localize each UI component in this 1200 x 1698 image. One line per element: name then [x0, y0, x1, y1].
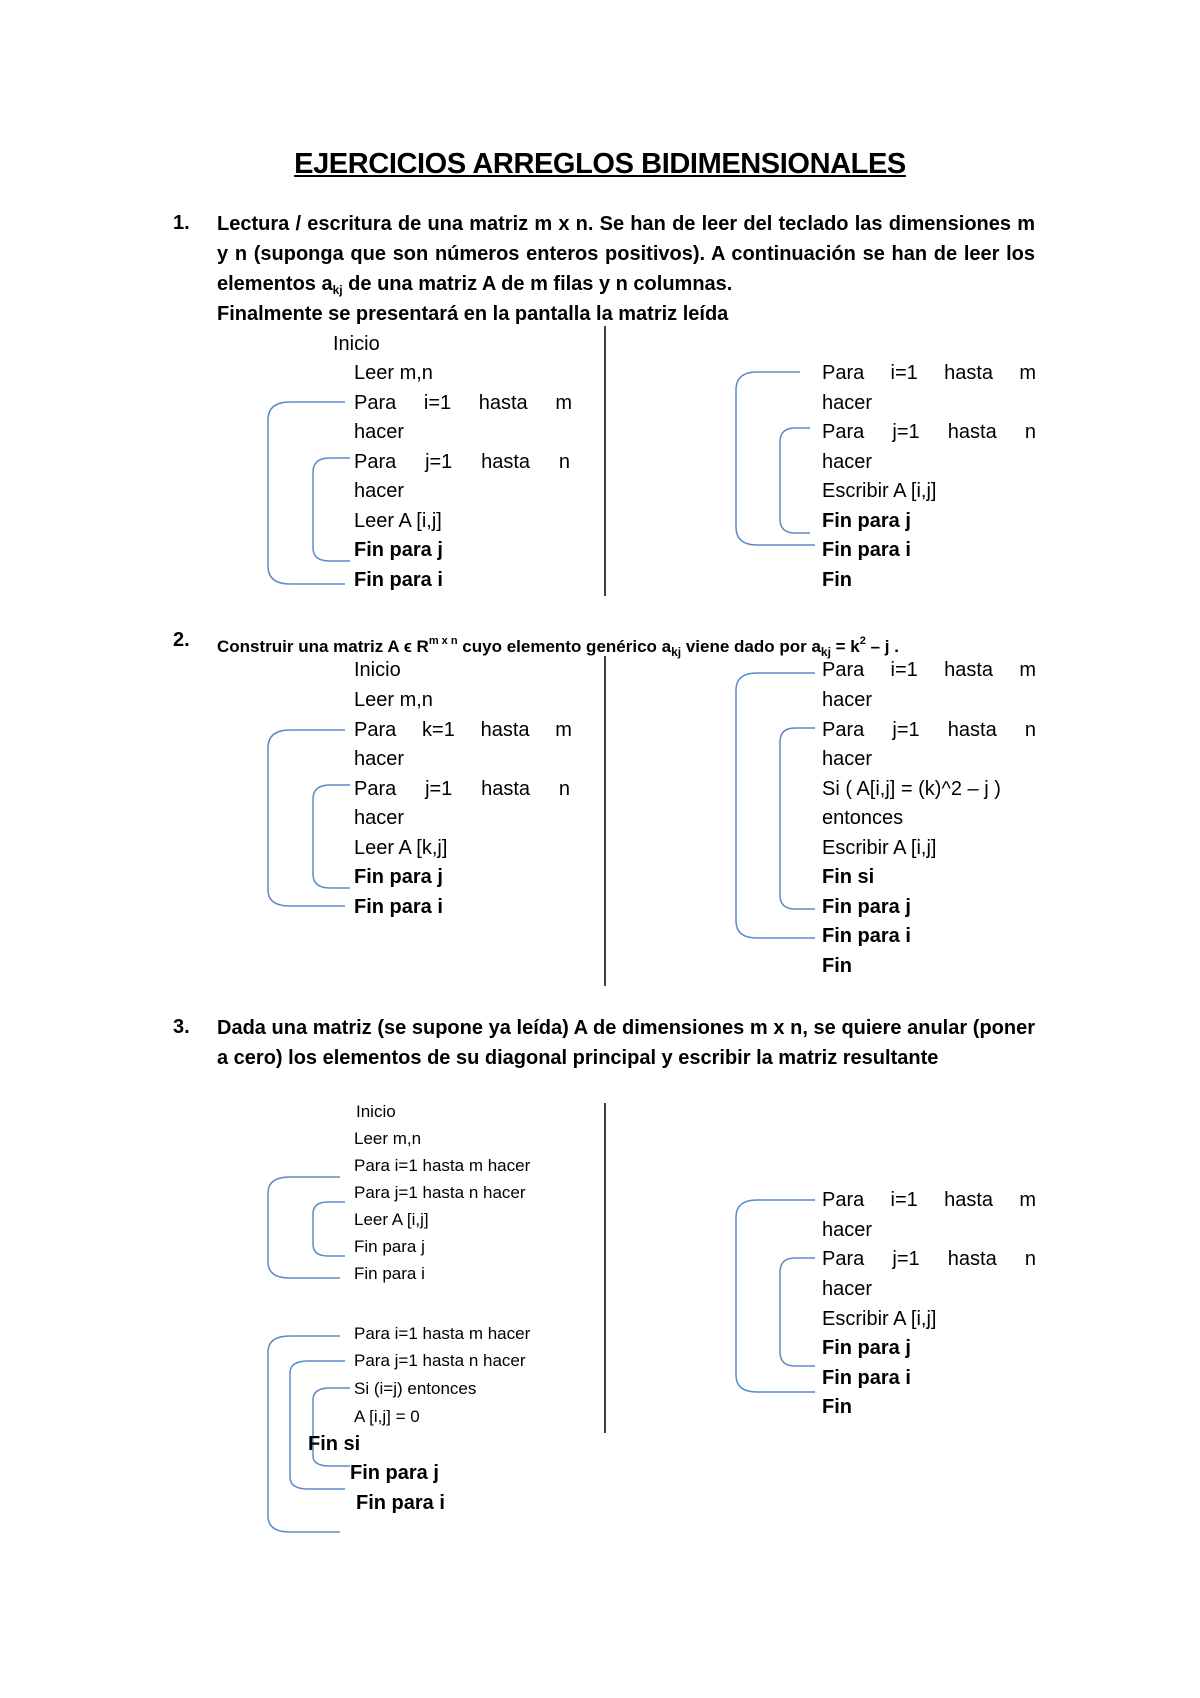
code-line: Fin si: [822, 866, 875, 888]
code-line-para-i: Para i=1 hasta m: [822, 362, 1036, 384]
bracket-j-ex3-left-bottom: [290, 1361, 345, 1489]
code-line: Leer m,n: [354, 362, 433, 384]
code-line: Inicio: [333, 333, 380, 355]
bracket-i-ex2-right: [736, 673, 815, 938]
bracket-i-ex3-right: [736, 1200, 815, 1392]
code-line: Fin para i: [354, 896, 443, 918]
bracket-i-ex2-left: [268, 730, 345, 906]
code-line: entonces: [822, 807, 904, 829]
code-line: Escribir A [i,j]: [822, 837, 937, 859]
code-line: Leer m,n: [354, 1129, 422, 1148]
code-line: hacer: [822, 748, 873, 770]
code-line: hacer: [822, 689, 873, 711]
code-line: Fin para i: [822, 925, 911, 947]
code-line-para-i: Para i=1 hasta m: [822, 659, 1036, 681]
bracket-j-ex3-left-top: [313, 1202, 345, 1256]
exercise-1-statement: Lectura / escritura de una matriz m x n. Se han de leer del teclado las dimensiones m y n (suponga que son números enteros positivos). A continuación se han de leer los elementos $a_{kj}$ de una matriz A de m filas y n columnas.: [217, 213, 1035, 297]
code-line: hacer: [354, 807, 405, 829]
code-line: Fin para j: [822, 510, 911, 532]
code-line: Fin para j: [822, 896, 911, 918]
code-line: Fin para i: [356, 1492, 445, 1514]
code-line: hacer: [354, 748, 405, 770]
code-line: Leer A [i,j]: [354, 510, 442, 532]
code-line: hacer: [354, 421, 405, 443]
code-line: Escribir A [i,j]: [822, 1308, 937, 1330]
code-line: hacer: [822, 1219, 873, 1241]
code-line-para-i: Para i=1 hasta m: [354, 392, 572, 414]
bracket-j-ex1-left: [313, 458, 350, 561]
code-line: Fin: [822, 569, 852, 591]
code-line: Fin para i: [822, 539, 911, 561]
code-line: Fin para j: [354, 1237, 425, 1256]
code-line: Para j=1 hasta n hacer: [354, 1183, 526, 1202]
exercise-3-statement: Dada una matriz (se supone ya leída) A de dimensiones m x n, se quiere anular (poner a cero) los elementos de su diagonal principal y escribir la matriz resultante: [217, 1017, 1035, 1069]
code-line: hacer: [822, 1278, 873, 1300]
code-line: A [i,j] = 0: [354, 1407, 420, 1426]
bracket-j-ex2-right: [780, 728, 815, 909]
code-line: Leer m,n: [354, 689, 433, 711]
code-line: hacer: [822, 392, 873, 414]
code-line: Para j=1 hasta n hacer: [354, 1351, 526, 1370]
code-line: Fin: [822, 955, 852, 977]
bracket-i-ex3-left-top: [268, 1177, 340, 1278]
code-line-para-j: Para j=1 hasta n: [354, 778, 570, 800]
code-line: Fin para i: [354, 569, 443, 591]
code-line: Fin si: [308, 1433, 361, 1455]
code-line: Fin para i: [354, 1264, 425, 1283]
code-line-para-j: Para j=1 hasta n: [354, 451, 570, 473]
exercise-3-number: 3.: [173, 1016, 190, 1038]
exercise-1-number: 1.: [173, 212, 190, 234]
exercise-2-statement: Construir una matriz A ϵ $R^{m x n}$ cuyo elemento genérico $a_{kj}$ viene dado por $a_{kj} = k^2 - j$ .: [217, 635, 899, 659]
code-line: Para i=1 hasta m hacer: [354, 1324, 531, 1343]
code-line: Fin para i: [822, 1367, 911, 1389]
bracket-j-ex3-right: [780, 1258, 815, 1366]
code-line-para-j: Para j=1 hasta n: [822, 1248, 1036, 1270]
code-line-para-j: Para j=1 hasta n: [822, 719, 1036, 741]
exercise-2-number: 2.: [173, 629, 190, 651]
bracket-j-ex1-right: [780, 428, 810, 533]
code-line: Escribir A [i,j]: [822, 480, 937, 502]
bracket-j-ex2-left: [313, 785, 350, 888]
code-line: Leer A [k,j]: [354, 837, 448, 859]
code-line: Leer A [i,j]: [354, 1210, 429, 1229]
page-title: EJERCICIOS ARREGLOS BIDIMENSIONALES: [294, 148, 906, 180]
code-line: Fin para j: [354, 539, 443, 561]
code-line: Inicio: [356, 1102, 396, 1121]
code-line: Fin para j: [354, 866, 443, 888]
code-line: Fin: [822, 1396, 852, 1418]
code-line: Inicio: [354, 659, 401, 681]
code-line: Para i=1 hasta m hacer: [354, 1156, 531, 1175]
code-line: Si ( A[i,j] = (k)^2 – j ): [822, 778, 1001, 800]
code-line: Fin para j: [350, 1462, 439, 1484]
code-line-para-i: Para i=1 hasta m: [822, 1189, 1036, 1211]
code-line: hacer: [822, 451, 873, 473]
code-line-para-k: Para k=1 hasta m: [354, 719, 572, 741]
code-line: Si (i=j) entonces: [354, 1379, 477, 1398]
code-line-para-j: Para j=1 hasta n: [822, 421, 1036, 443]
code-line: hacer: [354, 480, 405, 502]
bracket-i-ex1-right: [736, 372, 815, 545]
code-line: Fin para j: [822, 1337, 911, 1359]
bracket-i-ex1-left: [268, 402, 345, 584]
exercise-1-statement-end: Finalmente se presentará en la pantalla la matriz leída: [217, 303, 729, 325]
